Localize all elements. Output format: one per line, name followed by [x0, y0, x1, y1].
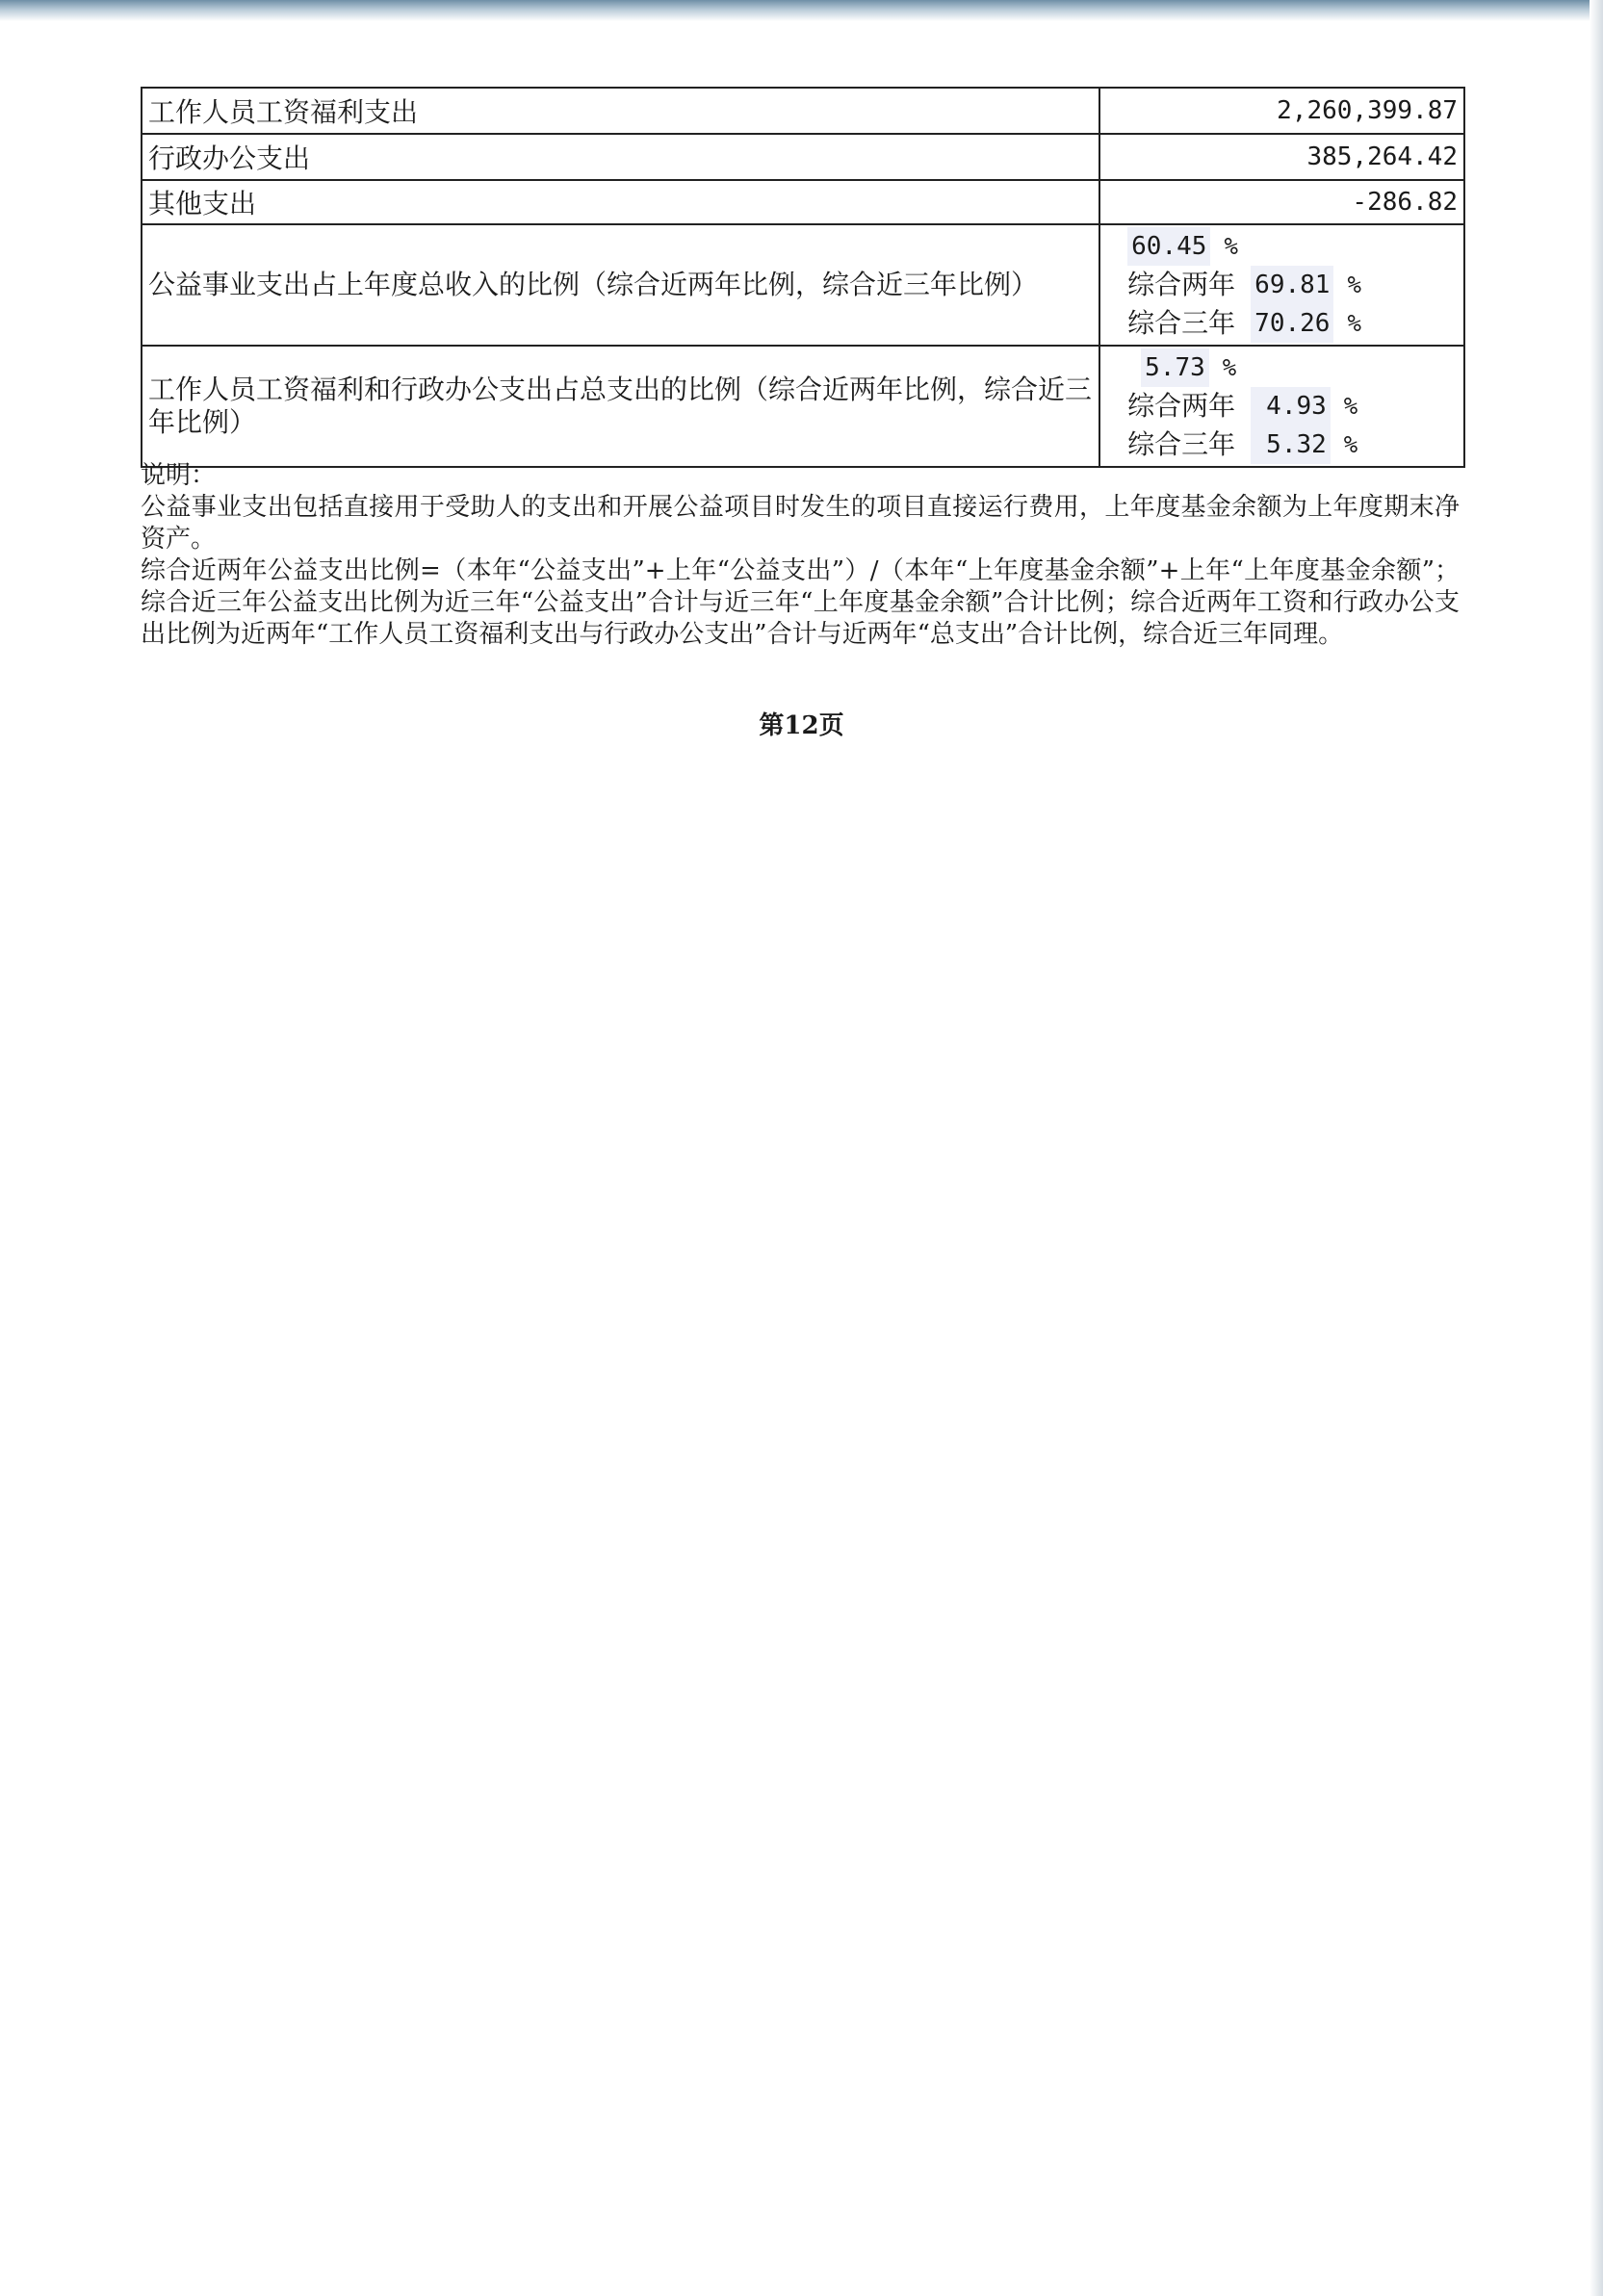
percent-sign: % [1347, 310, 1361, 337]
staff-ratio-values [1099, 346, 1464, 467]
table-row [142, 346, 1464, 467]
public-ratio-two-year-value: 69.81 [1251, 266, 1333, 304]
percent-sign: % [1343, 393, 1358, 420]
staff-ratio-two-year-value: 4.93 [1251, 387, 1331, 426]
page-number: 第12页 [759, 711, 844, 740]
other-expense-value: -286.82 [1099, 180, 1464, 224]
public-ratio-label [142, 224, 1099, 346]
staff-ratio-label-text: 工作人员工资福利和行政办公支出占总支出的比例（综合近两年比例，综合近三年比例） [148, 374, 1093, 438]
admin-office-value: 385,264.42 [1099, 134, 1464, 180]
other-expense-label: 其他支出 [142, 180, 1099, 224]
percent-sign: % [1343, 431, 1358, 458]
public-ratio-three-year-value: 70.26 [1251, 304, 1333, 343]
public-ratio-three-year [1127, 304, 1458, 343]
staff-ratio-label [142, 346, 1099, 467]
staff-ratio-two-year [1127, 387, 1458, 426]
three-year-label: 综合三年 [1127, 428, 1236, 460]
notes-heading: 说明： [141, 461, 217, 490]
staff-ratio-three-year [1127, 426, 1458, 464]
two-year-label: 综合两年 [1127, 269, 1236, 300]
staff-ratio-current-value: 5.73 [1141, 348, 1209, 387]
notes-paragraph-1: 公益事业支出包括直接用于受助人的支出和开展公益项目时发生的项目直接运行费用，上年度基金余额为上年度期末净资产。 [141, 493, 1460, 554]
public-ratio-current [1127, 227, 1458, 266]
percent-sign: % [1222, 354, 1237, 381]
percent-sign: % [1224, 233, 1238, 260]
three-year-label: 综合三年 [1127, 307, 1236, 339]
table-row [142, 88, 1464, 134]
public-ratio-current-value: 60.45 [1127, 227, 1210, 266]
expense-table [141, 87, 1465, 468]
notes-section [141, 460, 1460, 651]
staff-welfare-label: 工作人员工资福利支出 [142, 88, 1099, 134]
table-row [142, 134, 1464, 180]
scan-edge-right [1590, 0, 1603, 2296]
notes-paragraph-2: 综合近两年公益支出比例=（本年“公益支出”+上年“公益支出”）/（本年“上年度基金余额”+上年“上年度基金余额”；综合近三年公益支出比例为近三年“公益支出”合计与近三年“上年度基金余额”合计比例；综合近两年工资和行政办公支出比例为近两年“工作人员工资福利支出与行政办公支出”合计与近两年“总支出”合计比例，综合近三年同理。 [141, 556, 1460, 649]
table-row [142, 224, 1464, 346]
staff-ratio-current [1127, 348, 1458, 387]
admin-office-label: 行政办公支出 [142, 134, 1099, 180]
public-ratio-two-year [1127, 266, 1458, 304]
two-year-label: 综合两年 [1127, 390, 1236, 422]
public-ratio-values [1099, 224, 1464, 346]
staff-ratio-three-year-value: 5.32 [1251, 426, 1331, 464]
scan-edge-top [0, 0, 1603, 21]
percent-sign: % [1347, 271, 1361, 298]
public-ratio-label-text: 公益事业支出占上年度总收入的比例（综合近两年比例，综合近三年比例） [148, 269, 1039, 300]
staff-welfare-value: 2,260,399.87 [1099, 88, 1464, 134]
table-row [142, 180, 1464, 224]
